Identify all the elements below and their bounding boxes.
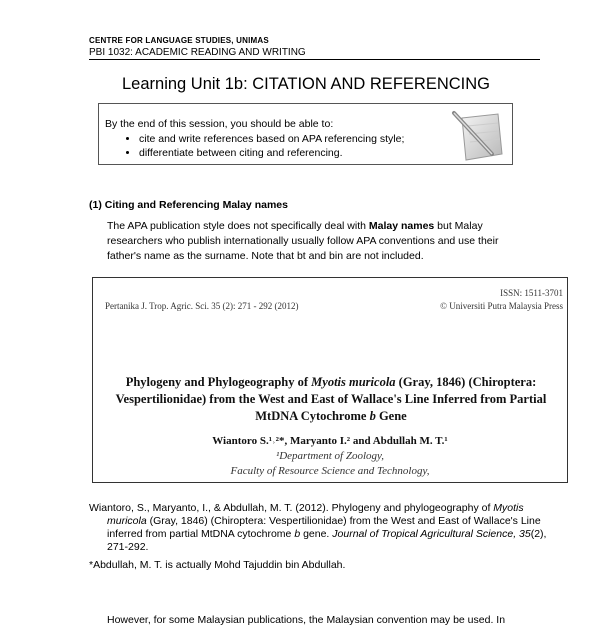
article-dept: ¹Department of Zoology, [275, 450, 385, 462]
reference-text: Wiantoro, S., Maryanto, I., & Abdullah, M. T. (2012). Phylogeny and phylogeography of [89, 502, 494, 514]
objectives-intro: By the end of this session, you should be able to: [105, 118, 334, 130]
section-heading: (1) Citing and Referencing Malay names [89, 199, 288, 211]
article-title-text: Phylogeny and Phylogeography of [125, 375, 312, 389]
footnote: *Abdullah, M. T. is actually Mohd Tajuddin bin Abdullah. [89, 559, 346, 571]
para-bold: Malay names [368, 220, 435, 232]
article-title-species: Myotis muricola [311, 375, 396, 389]
reference-text: (Gray, 1846) (Chiroptera: Vespertilionidae) from the West and East of Wallace's Line inferred from partial MtDNA cytochrome [107, 515, 541, 540]
reference-text: gene. [300, 528, 333, 540]
para-text: but Malay researchers who publish internationally usually follow APA conventions and use their father's name as the surname. Note that bt and bin are not included. [107, 220, 499, 262]
article-title-text: (Gray, 1846) (Chiroptera: Vespertilionidae) from the West and East of Wallace's Line Inferred from Partial MtDNA Cytochrome [115, 375, 547, 423]
notepad-pen-icon [448, 110, 504, 162]
article-authors: Wiantoro S.¹˒²*, Maryanto I.² and Abdullah M. T.¹ [212, 435, 448, 447]
reference-entry [89, 502, 557, 554]
para-text: The APA publication style does not specifically deal with [107, 220, 369, 232]
reference-gene: b [294, 528, 301, 540]
article-issn: ISSN: 1511-3701 [500, 288, 563, 298]
reference-text: (2), 271-292. [107, 528, 547, 553]
section-paragraph [107, 219, 527, 264]
however-paragraph: However, for some Malaysian publications, the Malaysian convention may be used. In [107, 614, 506, 626]
page-title: Learning Unit 1b: CITATION AND REFERENCING [122, 75, 490, 93]
objectives-list [121, 132, 404, 160]
reference-journal: Journal of Tropical Agricultural Science, 35 [332, 528, 531, 540]
header-org: CENTRE FOR LANGUAGE STUDIES, UNIMAS [89, 36, 269, 45]
article-image [92, 277, 568, 483]
article-title-gene: b [369, 409, 376, 423]
header-rule [89, 59, 540, 60]
article-title-text: Gene [375, 409, 407, 423]
header-course: PBI 1032: ACADEMIC READING AND WRITING [89, 47, 306, 58]
objective-item: • cite and write references based on APA referencing style; [139, 132, 404, 146]
article-journal: Pertanika J. Trop. Agric. Sci. 35 (2): 271 - 292 (2012) [105, 301, 299, 311]
article-press: © Universiti Putra Malaysia Press [440, 301, 563, 311]
article-title [113, 374, 549, 425]
article-faculty: Faculty of Resource Science and Technology, [230, 465, 430, 477]
reference-species: Myotis muricola [107, 502, 524, 527]
objective-item: • differentiate between citing and referencing. [139, 146, 404, 160]
objectives-box [98, 103, 513, 165]
